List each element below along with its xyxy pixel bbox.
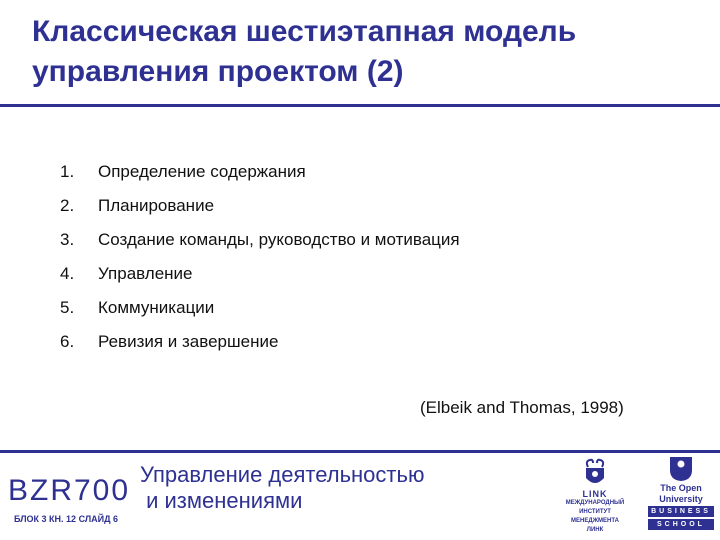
list-item-number: 5. [60, 298, 75, 317]
ou-name-line: University [659, 494, 703, 504]
list-item [60, 262, 460, 296]
list-item-text: Коммуникации [98, 298, 215, 317]
list-item [60, 330, 460, 364]
open-university-logo [648, 456, 714, 532]
business-school-label: BUSINESS [648, 506, 714, 517]
link-subtitle: МЕЖДУНАРОДНЫЙ [565, 500, 625, 506]
list-item [60, 228, 460, 262]
link-emblem-icon [577, 458, 613, 488]
course-title-line: Управление деятельностью [140, 462, 425, 487]
slide-title: Классическая шестиэтапная модель управления проектом (2) [32, 15, 577, 88]
course-title [140, 462, 424, 514]
open-university-shield-icon [669, 456, 693, 482]
link-subtitle: ИНСТИТУТ [579, 509, 611, 515]
link-subtitle: ЛИНК [586, 527, 604, 533]
list-item-text: Ревизия и завершение [98, 332, 279, 351]
list-item [60, 194, 460, 228]
slide-reference: БЛОК 3 КН. 12 СЛАЙД 6 [14, 514, 119, 524]
list-item-number: 3. [60, 230, 75, 249]
list-item-text: Определение содержания [98, 162, 306, 181]
stage-list [60, 160, 460, 364]
list-item-text: Планирование [98, 196, 215, 215]
link-subtitle: МЕНЕДЖМЕНТА [571, 518, 619, 524]
list-item-number: 6. [60, 332, 75, 351]
link-brand: LINK [582, 489, 608, 499]
list-item [60, 160, 460, 194]
title-divider [0, 104, 720, 107]
list-item-number: 1. [60, 162, 75, 181]
citation: (Elbeik and Thomas, 1998) [420, 398, 624, 417]
footer-divider [0, 450, 720, 453]
link-logo [552, 458, 638, 534]
list-item-text: Управление [98, 264, 193, 283]
course-code: BZR700 [8, 474, 131, 507]
list-item-text: Создание команды, руководство и мотивация [98, 230, 460, 249]
ou-name-line: The Open [660, 483, 702, 493]
list-item-number: 4. [60, 264, 75, 283]
list-item-number: 2. [60, 196, 75, 215]
business-school-label: SCHOOL [648, 519, 714, 530]
course-title-line: и изменениями [140, 488, 303, 513]
list-item [60, 296, 460, 330]
